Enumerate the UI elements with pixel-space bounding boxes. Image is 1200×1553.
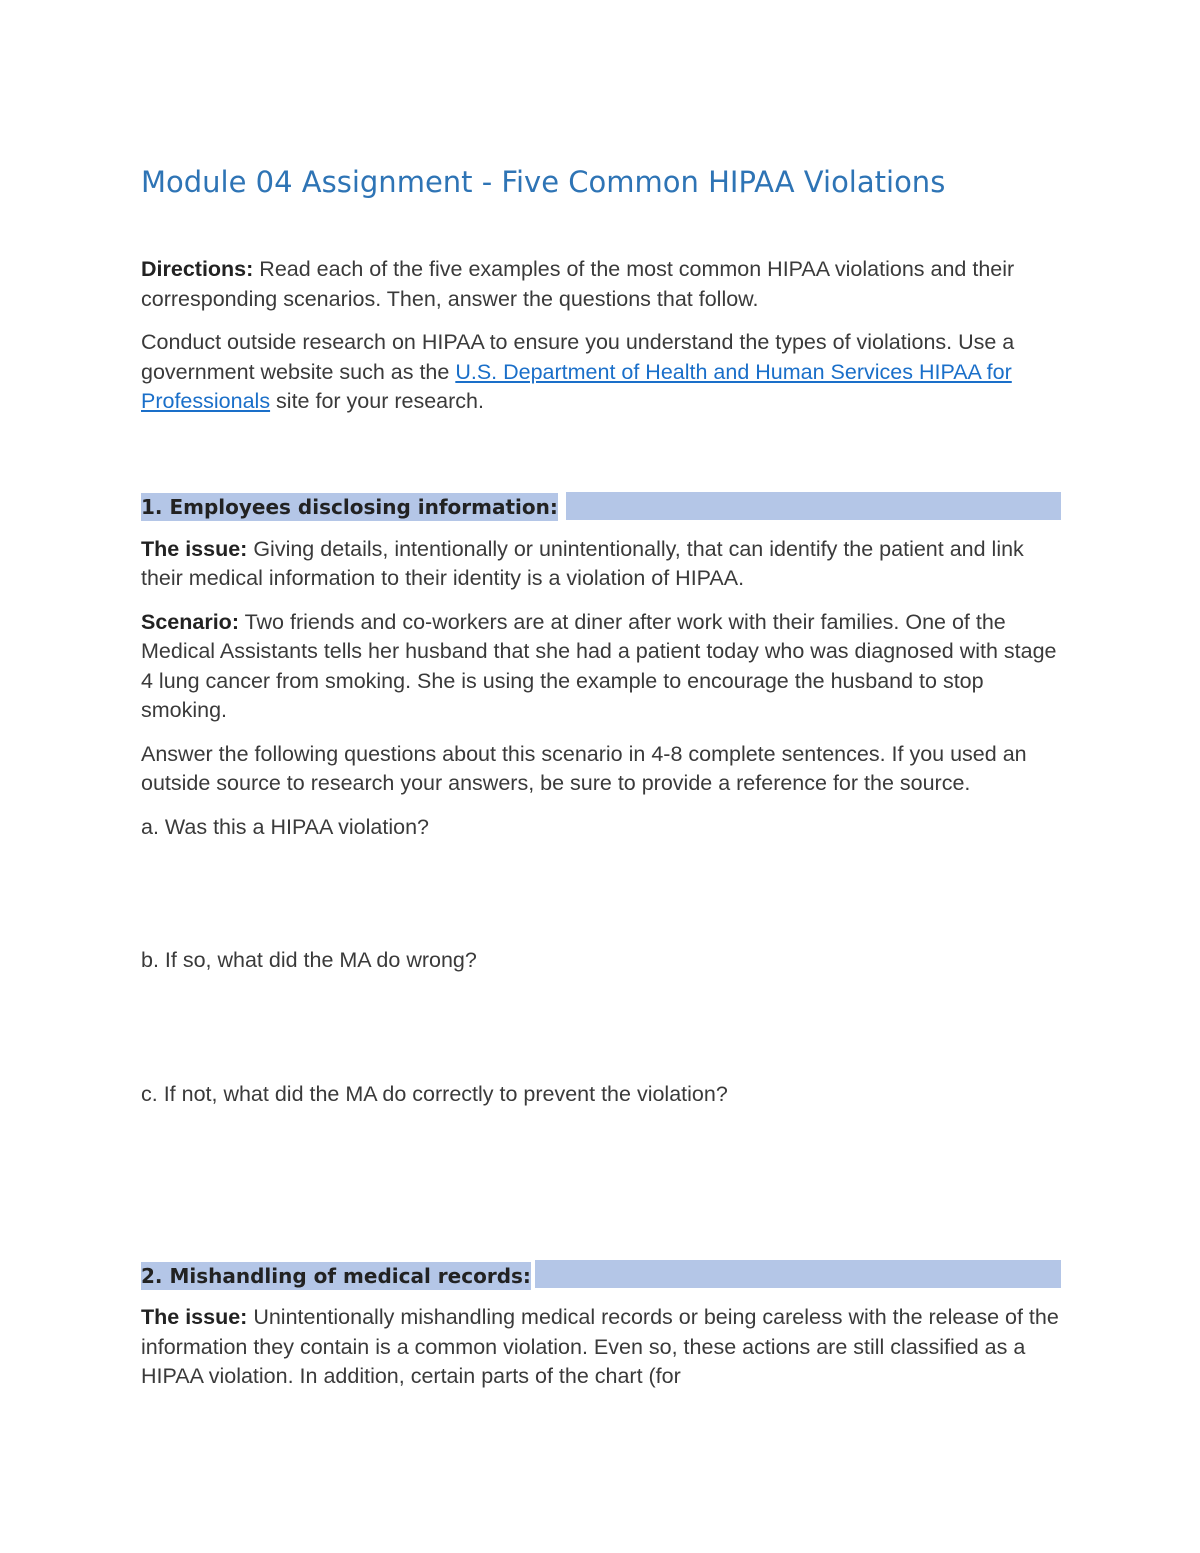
question-b: b. If so, what did the MA do wrong? xyxy=(141,948,477,972)
section-1-instructions: Answer the following questions about this scenario in 4-8 complete sentences. If you used an outside source to research your answers, be sure to provide a reference for the source. xyxy=(141,741,1027,795)
section-2-issue xyxy=(141,1303,1061,1392)
research-text-before: Conduct outside research on HIPAA to ensure you understand the types of violations. Use a government website such as the xyxy=(141,330,1015,384)
section-1-issue-text: Giving details, intentionally or unintentionally, that can identify the patient and link their medical information to their identity is a violation of HIPAA. xyxy=(141,536,1024,590)
section-2-issue-label: The issue: xyxy=(141,1305,248,1329)
answer-space-b[interactable] xyxy=(141,976,1061,1080)
section-1-highlight-bar xyxy=(566,492,1061,520)
section-1-issue-label: The issue: xyxy=(141,536,248,561)
section-2-issue-text: Unintentionally mishandling medical records or being careless with the release of the information they contain is a common violation. Even so, these actions are still classified as a HIPAA violation. In addition, certain parts of the chart (for xyxy=(141,1305,1059,1388)
section-1-issue xyxy=(141,535,1061,594)
question-c: c. If not, what did the MA do correctly to prevent the violation? xyxy=(141,1081,728,1106)
directions-label: Directions: xyxy=(141,257,254,281)
answer-space-a[interactable] xyxy=(141,842,1061,946)
research-paragraph xyxy=(141,328,1061,417)
question-a: a. Was this a HIPAA violation? xyxy=(141,814,429,839)
page-title: Module 04 Assignment - Five Common HIPAA Violations xyxy=(141,165,946,199)
section-1-heading-text: 1. Employees disclosing information: xyxy=(141,495,558,519)
section-2-heading xyxy=(141,1259,1061,1289)
directions-paragraph xyxy=(141,255,1061,314)
document-page xyxy=(141,160,1061,1392)
section-1-scenario-label: Scenario: xyxy=(141,609,239,634)
section-1-scenario-text: Two friends and co-workers are at diner after work with their families. One of the Medical Assistants tells her husband that she had a patient today who was diagnosed with stage 4 lung cancer from smoking. She is using the example to encourage the husband to stop smoking. xyxy=(141,609,1057,722)
hhs-hipaa-link[interactable]: U.S. Department of Health and Human Services HIPAA for Professionals xyxy=(141,359,1012,413)
section-1-heading xyxy=(141,491,1061,521)
section-2-highlight-bar xyxy=(535,1260,1061,1288)
section-2-heading-text: 2. Mishandling of medical records: xyxy=(141,1263,531,1288)
section-1-scenario xyxy=(141,608,1061,726)
directions-text: Read each of the five examples of the most common HIPAA violations and their corresponding scenarios. Then, answer the questions that follow. xyxy=(141,257,1015,311)
research-text-after: site for your research. xyxy=(270,389,484,413)
